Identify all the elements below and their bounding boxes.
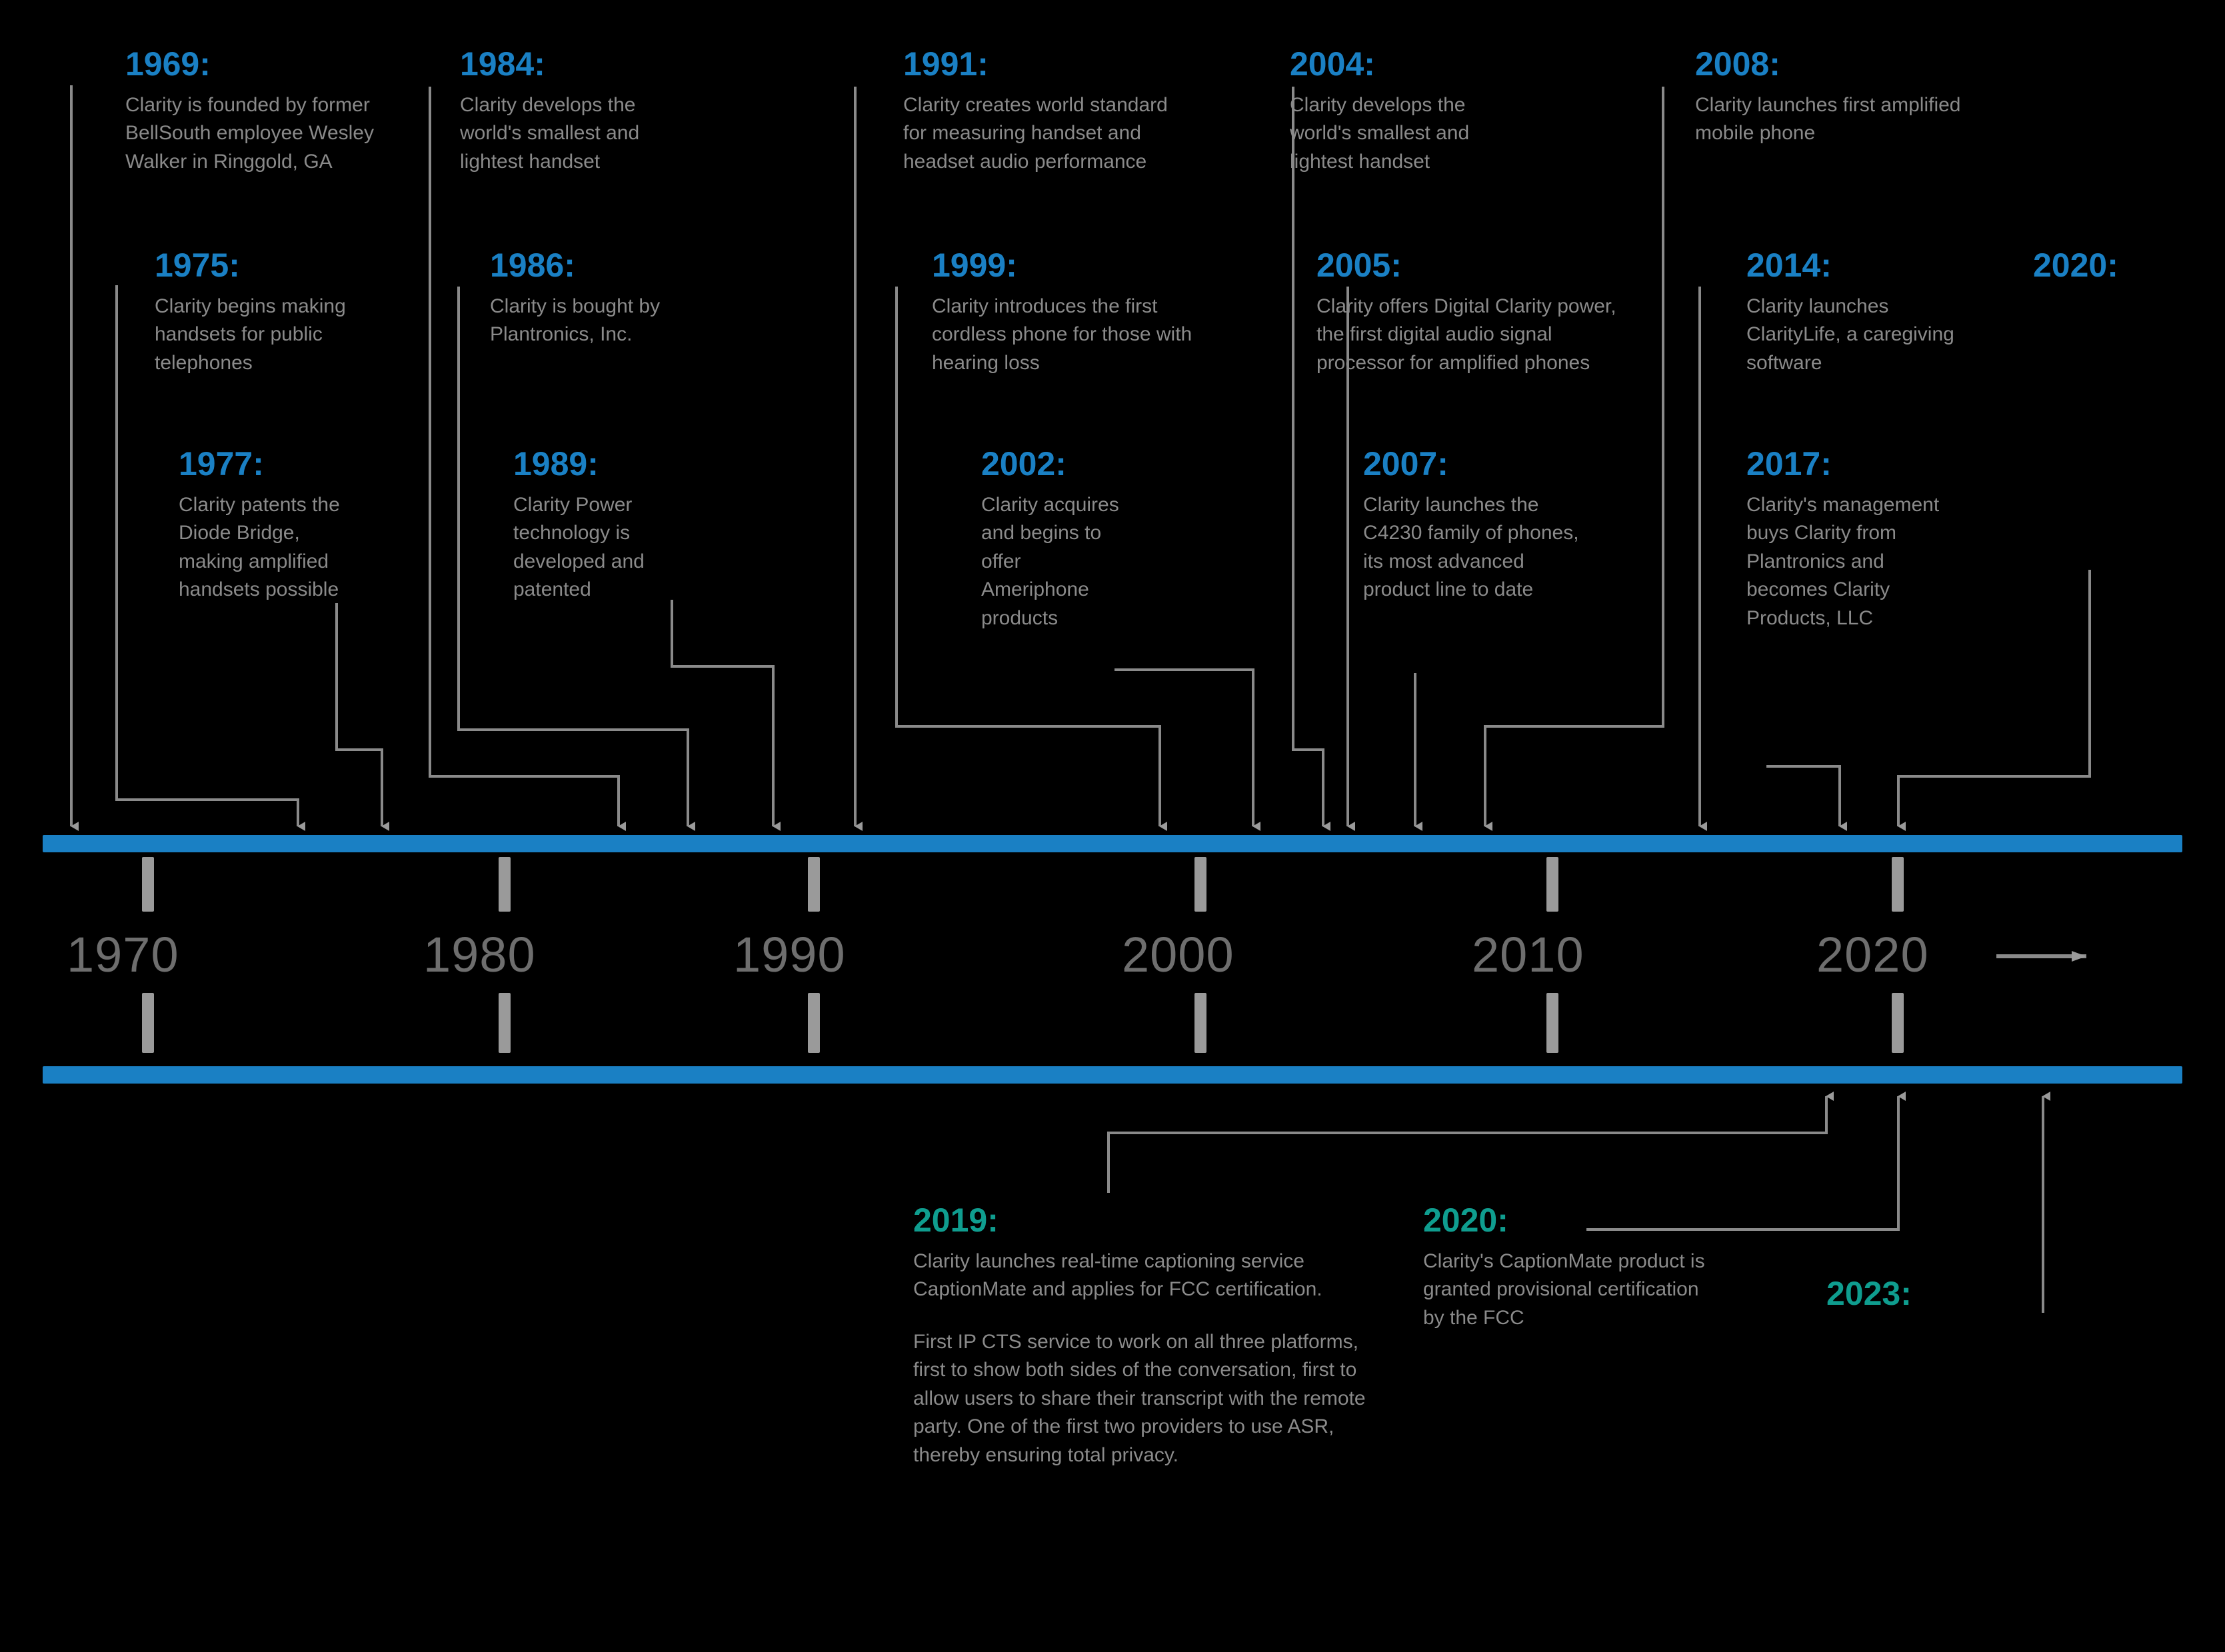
event-description: Clarity develops the world's smallest and lightest handset <box>1290 93 1470 173</box>
event-description: Clarity launches first amplified mobile phone <box>1695 93 1961 145</box>
event-description: Clarity develops the world's smallest and lightest handset <box>460 93 640 173</box>
tick-2000-upper <box>1194 857 1206 912</box>
event-description: Clarity begins making handsets for public telephones <box>155 295 346 374</box>
event-1986 <box>490 248 710 349</box>
event-year: 2020: <box>1423 1202 1508 1239</box>
event-year: 1977: <box>179 445 264 482</box>
event-description-secondary: First IP CTS service to work on all three platforms, first to show both sides of the conversation, first to allow users to share their transcript with the remote party. One of the first two providers to use ASR, thereby ensuring total privacy. <box>913 1330 1366 1467</box>
event-1969 <box>125 47 409 176</box>
axis-label-2020: 2020 <box>1816 927 1929 982</box>
event-description: Clarity's CaptionMate product is granted provisional certification by the FCC <box>1423 1249 1705 1329</box>
event-2019 <box>913 1203 1366 1470</box>
event-2014 <box>1746 248 1976 377</box>
tick-1990-lower <box>808 993 820 1053</box>
event-description: Clarity introduces the first cordless phone for those with hearing loss <box>932 295 1192 374</box>
event-year: 1989: <box>513 445 599 482</box>
event-year: 1999: <box>932 247 1017 284</box>
event-year: 1975: <box>155 247 240 284</box>
event-1991 <box>903 47 1170 176</box>
event-description: Clarity launches the C4230 family of phones, its most advanced product line to date <box>1363 493 1579 601</box>
event-year: 2005: <box>1316 247 1402 284</box>
event-year: 1991: <box>903 45 989 83</box>
event-1977 <box>179 446 355 604</box>
tick-1970-upper <box>142 857 154 912</box>
event-year: 2007: <box>1363 445 1448 482</box>
event-description: Clarity acquires and begins to offer Ameriphone products <box>981 493 1119 629</box>
event-description: Clarity Power technology is developed and patented <box>513 493 645 601</box>
event-description: Clarity is founded by former BellSouth employee Wesley Walker in Ringgold, GA <box>125 93 374 173</box>
timeline-bar-top <box>43 835 2182 852</box>
tick-2010-upper <box>1546 857 1558 912</box>
axis-label-1990: 1990 <box>733 927 846 982</box>
tick-1970-lower <box>142 993 154 1053</box>
timeline-bar-bottom <box>43 1066 2182 1084</box>
event-1984 <box>460 47 663 176</box>
event-2020-below <box>1423 1203 1723 1332</box>
event-year: 2008: <box>1695 45 1780 83</box>
event-description: Clarity patents the Diode Bridge, making amplified handsets possible <box>179 493 340 601</box>
event-2023 <box>1826 1276 1980 1321</box>
tick-2000-lower <box>1194 993 1206 1053</box>
event-year: 1984: <box>460 45 545 83</box>
tick-1990-upper <box>808 857 820 912</box>
event-description: Clarity launches ClarityLife, a caregiving software <box>1746 295 1954 374</box>
event-1989 <box>513 446 663 604</box>
axis-label-1970: 1970 <box>67 927 179 982</box>
event-year: 2020: <box>2033 247 2118 284</box>
tick-2020-lower <box>1892 993 1904 1053</box>
event-2008 <box>1695 47 1962 148</box>
axis-label-1980: 1980 <box>423 927 536 982</box>
event-year: 1969: <box>125 45 211 83</box>
axis-label-2000: 2000 <box>1122 927 1234 982</box>
event-1975 <box>155 248 408 377</box>
axis-label-2010: 2010 <box>1472 927 1584 982</box>
event-description: Clarity's management buys Clarity from Plantronics and becomes Clarity Products, LLC <box>1746 493 1940 629</box>
event-2004 <box>1290 47 1510 176</box>
event-2017 <box>1746 446 1940 632</box>
event-description: Clarity offers Digital Clarity power, the first digital audio signal processor for amplified phones <box>1316 295 1616 374</box>
tick-2020-upper <box>1892 857 1904 912</box>
tick-1980-upper <box>499 857 511 912</box>
event-year: 2004: <box>1290 45 1375 83</box>
event-year: 2023: <box>1826 1275 1912 1312</box>
event-description: Clarity creates world standard for measuring handset and headset audio performance <box>903 93 1168 173</box>
event-2020-above <box>2033 248 2186 293</box>
event-year: 2002: <box>981 445 1067 482</box>
event-2002 <box>981 446 1124 632</box>
event-year: 2014: <box>1746 247 1832 284</box>
event-1999 <box>932 248 1225 377</box>
tick-2010-lower <box>1546 993 1558 1053</box>
tick-1980-lower <box>499 993 511 1053</box>
event-description: Clarity is bought by Plantronics, Inc. <box>490 295 661 346</box>
event-year: 1986: <box>490 247 575 284</box>
event-description: Clarity launches real-time captioning service CaptionMate and applies for FCC certification. <box>913 1249 1322 1301</box>
event-year: 2017: <box>1746 445 1832 482</box>
event-2007 <box>1363 446 1596 604</box>
event-year: 2019: <box>913 1202 999 1239</box>
event-2005 <box>1316 248 1626 377</box>
